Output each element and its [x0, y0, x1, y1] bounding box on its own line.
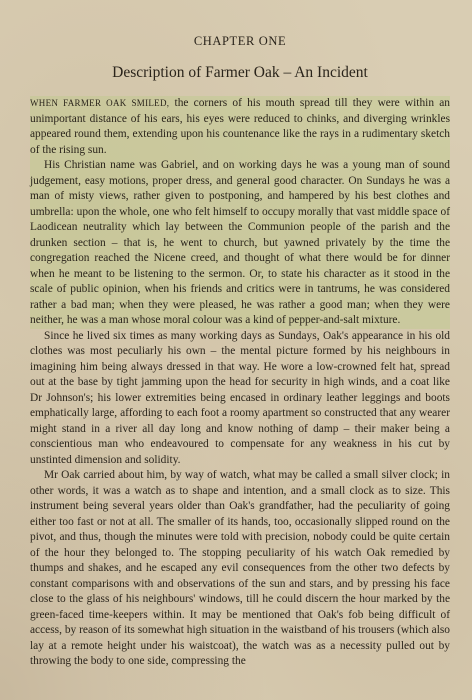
paragraph-lead-small-caps: WHEN FARMER OAK SMILED,	[30, 98, 170, 108]
body-text	[30, 96, 450, 670]
paragraph-text: Mr Oak carried about him, by way of watch, what may be called a small silver clock; in other words, it was a watch as to shape and intention, and a small clock as to size. This instrument being several years older than Oak's grandfather, had the peculiarity of going either too fast or not at all. The smaller of its hands, too, occasionally slipped round on the pivot, and thus, though the minutes were told with precision, nobody could be quite certain of the hour they belonged to. The stopping peculiarity of his watch Oak remedied by thumps and shakes, and he escaped any evil consequences from the other two defects by constant comparisons with and observations of the sun and stars, and by pressing his face close to the glass of his neighbours' windows, till he could discern the hour marked by the green-faced time-keepers within. It may be mentioned that Oak's fob being difficult of access, by reason of its somewhat high situation in the waistband of his trousers (which also lay at a remote height under his waistcoat), the watch was as a necessity pulled out by throwing the body to one side, compressing the	[30, 469, 450, 667]
chapter-title: Description of Farmer Oak – An Incident	[112, 64, 368, 81]
paragraph-2	[30, 158, 450, 329]
chapter-label: CHAPTER ONE	[193, 34, 287, 48]
paragraph-text: the corners of his mouth spread till they were within an unimportant distance of his ears, his eyes were reduced to chinks, and diverging wrinkles appeared round them, extending upon his countenance like the rays in a rudimentary sketch of the rising sun.	[30, 97, 450, 156]
paragraph-text: Since he lived six times as many working days as Sundays, Oak's appearance in his old clothes was most peculiarly his own – the mental picture formed by his neighbours in imagining him being always dressed in that way. He wore a low-crowned felt hat, spread out at the base by tight jamming upon the head for security in high winds, and a coat like Dr Johnson's; his lower extremities being encased in ordinary leather leggings and boots emphatically large, affording to each foot a roomy apartment so constructed that any wearer might stand in a river all day long and know nothing of damp – their maker being a conscientious man who endeavoured to compensate for any weakness in his cut by unstinted dimension and solidity.	[30, 329, 450, 466]
paragraph-4	[30, 468, 450, 670]
paragraph-1	[30, 96, 450, 158]
paragraph-3	[30, 329, 450, 469]
paragraph-text: His Christian name was Gabriel, and on working days he was a young man of sound judgement, easy motions, proper dress, and general good character. On Sundays he was a man of misty views, rather given to postponing, and hampered by his best clothes and umbrella: upon the whole, one who felt himself to occupy morally that vast middle space of Laodicean neutrality which lay between the Communion people of the parish and the drunken section – that is, he went to church, but yawned privately by the time the congregation reached the Nicene creed, and thought of what there would be for dinner when he meant to be listening to the sermon. Or, to state his character as it stood in the scale of public opinion, when his friends and critics were in tantrums, he was considered rather a bad man; when they were pleased, he was rather a good man; when they were neither, he was a man whose moral colour was a kind of pepper-and-salt mixture.	[30, 159, 450, 326]
book-page	[28, 0, 452, 700]
